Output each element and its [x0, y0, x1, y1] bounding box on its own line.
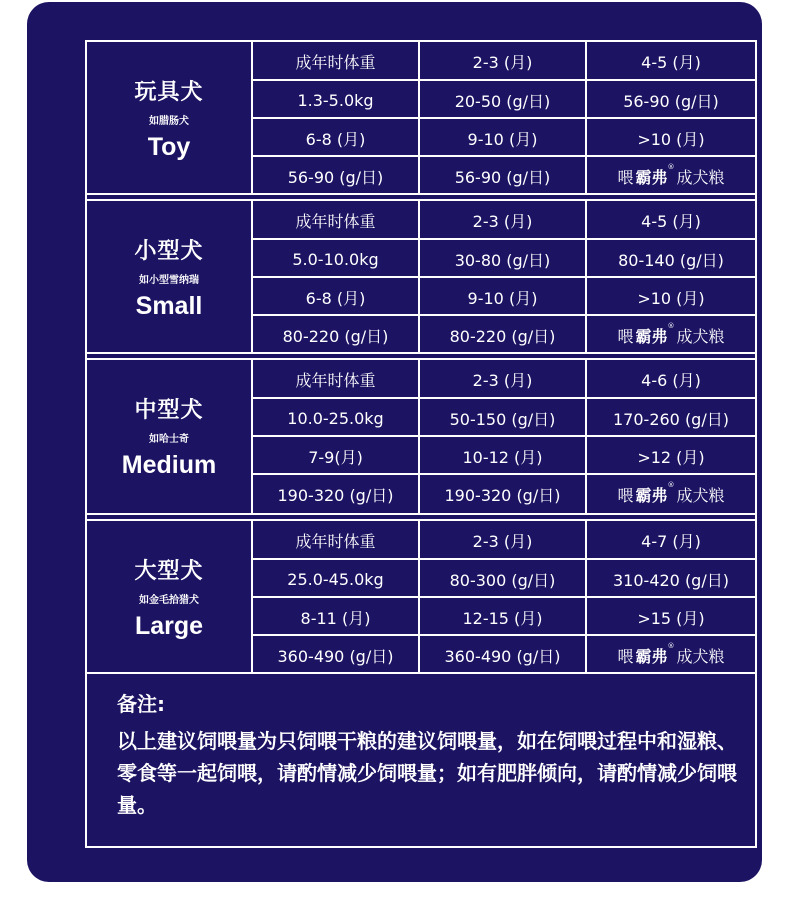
table-cell: 成年时体重	[253, 42, 420, 80]
table-row	[253, 240, 755, 278]
table-row	[253, 560, 755, 598]
group-grid	[253, 360, 755, 513]
table-cell: >15 (月)	[637, 608, 705, 628]
table-cell: 170-260 (g/日)	[613, 409, 729, 429]
feed-cell	[587, 157, 755, 195]
table-cell: 50-150 (g/日)	[420, 399, 587, 437]
note-body: 以上建议饲喂量为只饲喂干粮的建议饲喂量，如在饲喂过程中和湿粮、零食等一起饲喂，请酌情减少饲喂量；如有肥胖倾向，请酌情减少饲喂量。	[117, 729, 737, 817]
table-row	[253, 81, 755, 119]
table-cell: 80-140 (g/日)	[618, 250, 724, 270]
table-cell: 310-420 (g/日)	[613, 570, 729, 590]
table-cell: 2-3 (月)	[420, 521, 587, 559]
table-cell: 8-11 (月)	[253, 598, 420, 636]
table-cell: 10-12 (月)	[420, 437, 587, 475]
group-toy	[87, 42, 755, 195]
group-label	[87, 201, 253, 354]
table-row	[253, 157, 755, 195]
table-row	[253, 316, 755, 354]
table-cell: 360-490 (g/日)	[420, 636, 587, 674]
note-title: 备注:	[117, 692, 165, 716]
table-row	[253, 475, 755, 513]
table-cell: 成年时体重	[253, 360, 420, 398]
brand-logo: 霸弗®	[635, 480, 675, 505]
table-cell: 2-3 (月)	[420, 42, 587, 80]
table-cell: 4-5 (月)	[641, 211, 701, 231]
table-row	[253, 598, 755, 636]
group-cn-name: 中型犬	[134, 398, 204, 423]
table-cell: 6-8 (月)	[253, 119, 420, 157]
feed-cell	[587, 316, 755, 354]
table-bottom-line	[87, 672, 755, 674]
feed-post: 成犬粮	[676, 646, 725, 666]
group-example: 如腊肠犬	[149, 116, 189, 127]
table-cell: 360-490 (g/日)	[253, 636, 420, 674]
group-label	[87, 360, 253, 513]
registered-mark: ®	[667, 641, 675, 650]
feed-cell	[587, 475, 755, 513]
feed-post: 成犬粮	[676, 485, 725, 505]
table-cell: 190-320 (g/日)	[253, 475, 420, 513]
table-cell: >12 (月)	[637, 447, 705, 467]
table-cell: 56-90 (g/日)	[623, 91, 719, 111]
table-cell: 80-220 (g/日)	[253, 316, 420, 354]
registered-mark: ®	[667, 480, 675, 489]
brand-logo: 霸弗®	[635, 162, 675, 187]
group-label	[87, 42, 253, 195]
group-large	[87, 521, 755, 674]
table-row	[253, 437, 755, 475]
table-row	[253, 521, 755, 559]
feed-pre: 喂	[617, 326, 634, 346]
feed-pre: 喂	[617, 646, 634, 666]
group-cn-name: 玩具犬	[134, 80, 204, 105]
feeding-guide-card	[27, 2, 762, 882]
note-section	[117, 688, 737, 821]
table-cell: 4-7 (月)	[641, 531, 701, 551]
group-en-name: Large	[134, 612, 204, 640]
table-cell: 56-90 (g/日)	[420, 157, 587, 195]
group-grid	[253, 521, 755, 674]
group-small	[87, 201, 755, 354]
table-cell: 56-90 (g/日)	[253, 157, 420, 195]
brand-logo: 霸弗®	[635, 321, 675, 346]
table-cell: 6-8 (月)	[253, 278, 420, 316]
group-example: 如金毛拾猎犬	[139, 595, 199, 606]
feed-post: 成犬粮	[676, 167, 725, 187]
table-cell: 80-220 (g/日)	[420, 316, 587, 354]
registered-mark: ®	[667, 162, 675, 171]
table-row	[253, 636, 755, 674]
feed-cell	[587, 636, 755, 674]
table-cell: >10 (月)	[637, 288, 705, 308]
table-row	[253, 360, 755, 398]
group-medium	[87, 360, 755, 513]
feed-pre: 喂	[617, 485, 634, 505]
table-cell: 20-50 (g/日)	[420, 81, 587, 119]
group-example: 如哈士奇	[149, 434, 189, 445]
group-grid	[253, 42, 755, 195]
table-cell: 成年时体重	[253, 201, 420, 239]
table-cell: >10 (月)	[637, 129, 705, 149]
table-row	[253, 399, 755, 437]
feed-post: 成犬粮	[676, 326, 725, 346]
group-cn-name: 大型犬	[134, 559, 204, 584]
table-cell: 30-80 (g/日)	[420, 240, 587, 278]
table-cell: 2-3 (月)	[420, 360, 587, 398]
group-en-name: Medium	[121, 451, 217, 479]
table-cell: 190-320 (g/日)	[420, 475, 587, 513]
table-cell: 12-15 (月)	[420, 598, 587, 636]
group-label	[87, 521, 253, 674]
group-cn-name: 小型犬	[134, 239, 204, 264]
group-grid	[253, 201, 755, 354]
brand-logo: 霸弗®	[635, 641, 675, 666]
group-example: 如小型雪纳瑞	[139, 275, 199, 286]
registered-mark: ®	[667, 321, 675, 330]
table-row	[253, 119, 755, 157]
table-cell: 80-300 (g/日)	[420, 560, 587, 598]
table-cell: 2-3 (月)	[420, 201, 587, 239]
group-separator	[87, 513, 755, 521]
table-cell: 4-5 (月)	[641, 52, 701, 72]
group-en-name: Small	[135, 292, 203, 320]
table-cell: 4-6 (月)	[641, 370, 701, 390]
table-cell: 1.3-5.0kg	[253, 81, 420, 119]
feeding-table-frame	[85, 40, 757, 848]
group-en-name: Toy	[147, 133, 191, 161]
table-cell: 9-10 (月)	[420, 278, 587, 316]
table-row	[253, 42, 755, 80]
table-cell: 成年时体重	[253, 521, 420, 559]
table-row	[253, 201, 755, 239]
group-separator	[87, 193, 755, 201]
table-row	[253, 278, 755, 316]
feed-pre: 喂	[617, 167, 634, 187]
table-cell: 9-10 (月)	[420, 119, 587, 157]
table-cell: 25.0-45.0kg	[253, 560, 420, 598]
table-cell: 10.0-25.0kg	[253, 399, 420, 437]
group-separator	[87, 352, 755, 360]
table-cell: 5.0-10.0kg	[253, 240, 420, 278]
table-cell: 7-9(月)	[253, 437, 420, 475]
